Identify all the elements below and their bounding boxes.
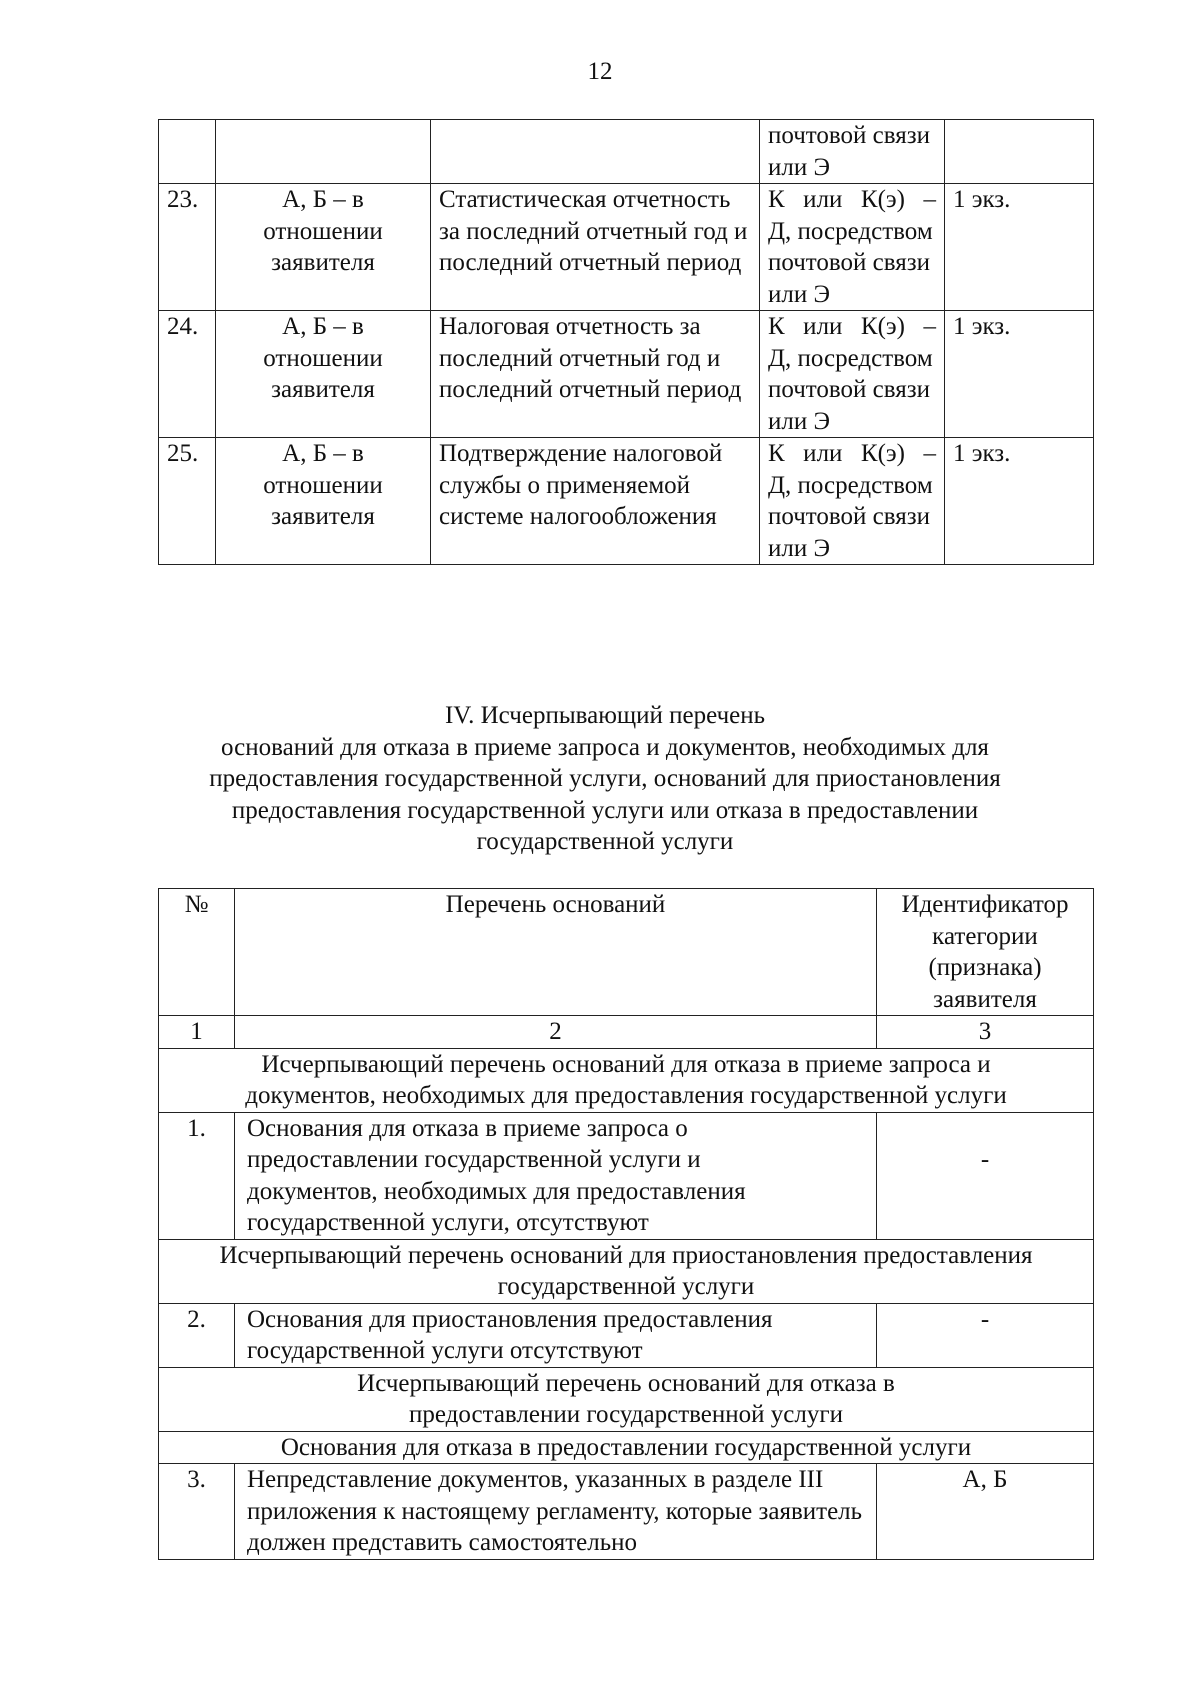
table-row	[159, 1303, 1094, 1367]
document-name: Налоговая отчетность за последний отчетный год и последний отчетный период	[431, 311, 760, 438]
applicant-category	[216, 120, 431, 184]
category-id: -	[877, 1303, 1094, 1367]
page-number: 12	[587, 58, 613, 85]
category-id: А, Б	[877, 1464, 1094, 1560]
submission-format	[760, 311, 945, 438]
column-number: 2	[235, 1016, 877, 1049]
subgroup-heading: Основания для отказа в предоставлении государственной услуги	[159, 1431, 1094, 1464]
table-row	[159, 120, 1094, 184]
table-row	[159, 1112, 1094, 1239]
section-subtitle-line: предоставления государственной услуги, оснований для приостановления	[209, 765, 1001, 792]
document-name	[431, 120, 760, 184]
table-row	[159, 438, 1094, 565]
section-heading	[150, 700, 1060, 858]
document-name: Подтверждение налоговой службы о применяемой системе налогообложения	[431, 438, 760, 565]
table-row	[159, 184, 1094, 311]
ground-text: Основания для приостановления предоставления государственной услуги отсутствуют	[235, 1303, 877, 1367]
submission-format	[760, 438, 945, 565]
group-row	[159, 1048, 1094, 1112]
copies-count: 1 экз.	[945, 311, 1094, 438]
group-row	[159, 1239, 1094, 1303]
column-numbers-row	[159, 1016, 1094, 1049]
category-id: -	[877, 1112, 1094, 1239]
copies-count	[945, 120, 1094, 184]
row-number: 23.	[159, 184, 216, 311]
row-number: 25.	[159, 438, 216, 565]
row-number	[159, 120, 216, 184]
format-rest: Д, посредством почтовой связи или Э	[768, 471, 933, 562]
document-name: Статистическая отчетность за последний отчетный год и последний отчетный период	[431, 184, 760, 311]
applicant-category: А, Б – в отношении заявителя	[216, 438, 431, 565]
column-number: 1	[159, 1016, 235, 1049]
ground-text: Непредставление документов, указанных в разделе III приложения к настоящему регламенту, которые заявитель должен представить самостоятельно	[235, 1464, 877, 1560]
table-row	[159, 311, 1094, 438]
applicant-category: А, Б – в отношении заявителя	[216, 184, 431, 311]
row-number: 24.	[159, 311, 216, 438]
table-header-row	[159, 889, 1094, 1016]
row-number: 3.	[159, 1464, 235, 1560]
copies-count: 1 экз.	[945, 438, 1094, 565]
header-category-id: Идентификатор категории (признака) заявителя	[877, 889, 1094, 1016]
row-number: 1.	[159, 1112, 235, 1239]
documents-table	[158, 119, 1094, 565]
table-row	[159, 1464, 1094, 1560]
format-head: К или К(э) –	[768, 313, 936, 340]
submission-format	[760, 184, 945, 311]
section-title: IV. Исчерпывающий перечень	[444, 702, 766, 729]
format-rest: Д, посредством почтовой связи или Э	[768, 344, 933, 435]
format-head: К или К(э) –	[768, 440, 936, 467]
applicant-category: А, Б – в отношении заявителя	[216, 311, 431, 438]
section-subtitle-line: оснований для отказа в приеме запроса и документов, необходимых для	[221, 733, 989, 761]
group-heading: Исчерпывающий перечень оснований для отказа в приеме запроса и документов, необходимых для предоставления государственной услуги	[159, 1048, 1094, 1112]
section-subtitle-line: предоставления государственной услуги или отказа в предоставлении	[231, 796, 979, 824]
copies-count: 1 экз.	[945, 184, 1094, 311]
group-heading: Исчерпывающий перечень оснований для приостановления предоставления государственной услуги	[159, 1239, 1094, 1303]
grounds-table	[158, 888, 1094, 1560]
group-row	[159, 1367, 1094, 1431]
column-number: 3	[877, 1016, 1094, 1049]
submission-format: почтовой связи или Э	[760, 120, 945, 184]
section-subtitle-line: государственной услуги	[476, 828, 734, 855]
format-rest: Д, посредством почтовой связи или Э	[768, 217, 933, 308]
format-head: К или К(э) –	[768, 186, 936, 213]
header-number: №	[159, 889, 235, 1016]
row-number: 2.	[159, 1303, 235, 1367]
ground-text: Основания для отказа в приеме запроса о предоставлении государственной услуги и документов, необходимых для предоставления государственной услуги, отсутствуют	[235, 1112, 877, 1239]
group-heading: Исчерпывающий перечень оснований для отказа в предоставлении государственной услуги	[159, 1367, 1094, 1431]
header-grounds-list: Перечень оснований	[235, 889, 877, 1016]
subgroup-row	[159, 1431, 1094, 1464]
